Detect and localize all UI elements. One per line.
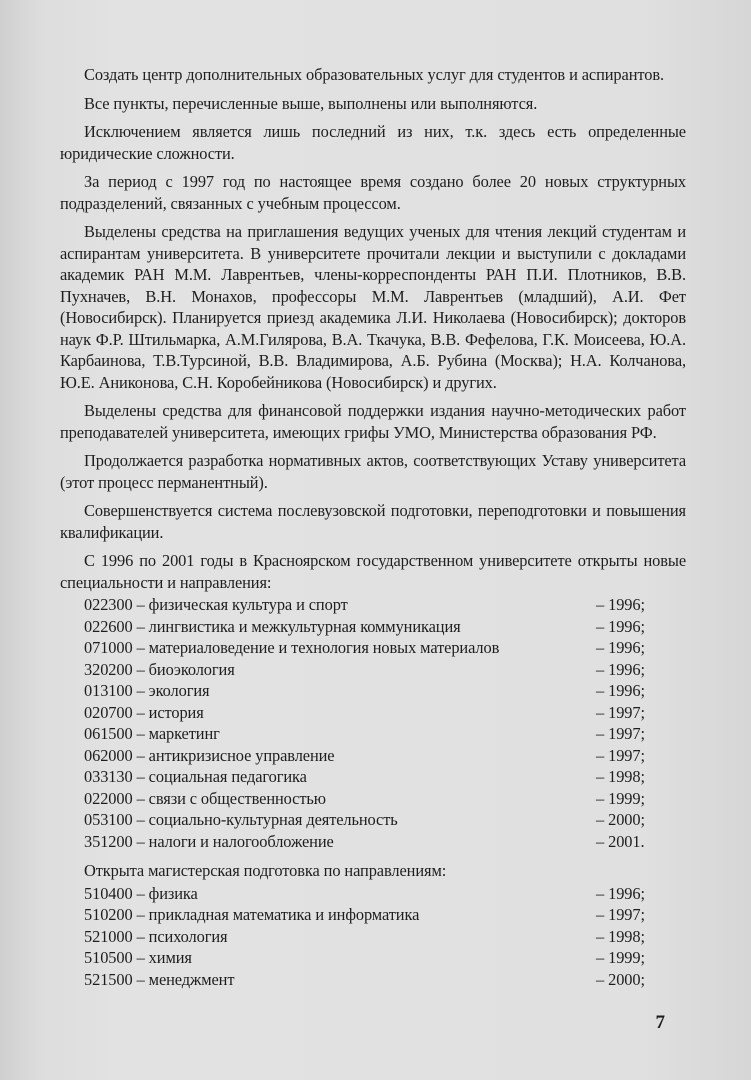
item-name: менеджмент (148, 969, 235, 989)
item-dash: – (132, 616, 149, 636)
item-code: 061500 (84, 724, 133, 743)
item-name: физическая культура и спорт (148, 595, 348, 614)
item-dash: – (132, 767, 149, 786)
item-description (84, 788, 596, 810)
paragraph-new-units: За период с 1997 год по настоящее время создано более 20 новых структурных подразделений, связанных с учебным процессом. (60, 172, 686, 213)
item-description (84, 766, 596, 788)
item-name: антикризисное управление (148, 745, 335, 765)
list-item (60, 702, 686, 724)
item-year: – 1999; (596, 788, 645, 808)
item-name: психология (148, 926, 228, 946)
list-item (60, 969, 686, 991)
paragraph-postgraduate: Совершенствуется система послевузовской подготовки, переподготовки и повышения квалификации. (60, 501, 686, 542)
item-name: история (148, 702, 204, 722)
page-number: 7 (655, 1012, 665, 1033)
item-description (84, 637, 596, 659)
item-description (84, 883, 596, 905)
item-dash: – (132, 831, 149, 851)
paragraph-invited-lecturers: Выделены средства на приглашения ведущих ученых для чтения лекций студентам и аспирантам университета. В университете прочитали лекции и выступили с докладами академик РАН М.М. Лаврентьев, члены-корреспонденты РАН П.И. Плотников, В.В. Пухначев, В.Н. Монахов, профессоры М.М. Лаврентьев (младший), А.И. Фет (Новосибирск). Планируется приезд академика Л.И. Николаева (Новосибирск); докторов наук Ф.Р. Штильмарка, А.М.Гилярова, В.А. Ткачука, В.В. Фефелова, Г.К. Моисеева, Ю.А. Карбаинова, Т.В.Турсиной, В.В. Владимирова, А.Б. Рубина (Москва); Н.А. Колчанова, Ю.Е. Аниконова, С.Н. Коробейникова (Новосибирск) и других. (60, 222, 686, 392)
item-description (84, 969, 596, 991)
item-dash: – (132, 969, 149, 989)
item-code: 521500 (84, 969, 133, 989)
item-description (84, 723, 596, 745)
item-year: – 1996; (596, 659, 645, 679)
item-name: биоэкология (148, 659, 235, 679)
item-description (84, 594, 596, 616)
list-item (60, 745, 686, 767)
list-item (60, 659, 686, 681)
item-year: – 1997; (596, 724, 645, 743)
item-dash: – (132, 638, 149, 657)
item-year: – 1996; (596, 883, 645, 903)
item-description (84, 745, 596, 767)
item-code: 510500 (84, 948, 133, 967)
list-item (60, 594, 686, 616)
item-code: 022300 (84, 595, 133, 614)
item-code: 351200 (84, 831, 133, 851)
item-year: – 1996; (596, 638, 645, 657)
item-dash: – (132, 810, 149, 829)
item-dash: – (132, 724, 149, 743)
item-name: налоги и налогообложение (148, 831, 334, 851)
item-code: 510200 (84, 905, 133, 924)
item-year: – 1997; (596, 745, 645, 765)
item-dash: – (132, 659, 149, 679)
item-name: химия (148, 948, 192, 967)
item-dash: – (132, 702, 149, 722)
list-item (60, 680, 686, 702)
item-description (84, 809, 596, 831)
item-description (84, 831, 596, 853)
masters-list (60, 883, 686, 991)
item-dash: – (132, 745, 149, 765)
paragraph-publishing-support: Выделены средства для финансовой поддержки издания научно-методических работ преподавателей университета, имеющих грифы УМО, Министерства образования РФ. (60, 401, 686, 442)
item-year: – 2000; (596, 810, 645, 829)
item-description (84, 659, 596, 681)
item-code: 521000 (84, 926, 133, 946)
item-code: 071000 (84, 638, 133, 657)
item-description (84, 904, 596, 926)
list-item (60, 904, 686, 926)
item-code: 013100 (84, 681, 133, 700)
paragraph-new-specialties-intro: С 1996 по 2001 годы в Красноярском государственном университете открыты новые специальности и направления: (60, 551, 686, 592)
item-year: – 1996; (596, 595, 645, 614)
item-dash: – (132, 905, 149, 924)
list-item (60, 947, 686, 969)
item-year: – 1998; (596, 767, 645, 786)
item-year: – 1997; (596, 702, 645, 722)
paragraph-items-done: Все пункты, перечисленные выше, выполнены или выполняются. (84, 93, 538, 113)
paragraph-regulations: Продолжается разработка нормативных актов, соответствующих Уставу университета (этот процесс перманентный). (60, 451, 686, 492)
item-year: – 2001. (596, 831, 645, 851)
item-code: 062000 (84, 745, 133, 765)
item-code: 020700 (84, 702, 133, 722)
item-description (84, 680, 596, 702)
item-year: – 1996; (596, 681, 645, 700)
list-item (60, 926, 686, 948)
masters-intro: Открыта магистерская подготовка по направлениям: (84, 861, 447, 880)
item-code: 022000 (84, 788, 133, 808)
paragraph-services-center: Создать центр дополнительных образовательных услуг для студентов и аспирантов. (84, 65, 664, 84)
item-code: 033130 (84, 767, 133, 786)
item-name: социальная педагогика (148, 767, 307, 786)
item-dash: – (132, 595, 149, 614)
specialties-list (60, 594, 686, 852)
item-name: физика (148, 883, 198, 903)
item-dash: – (132, 926, 149, 946)
item-year: – 1997; (596, 905, 645, 924)
item-year: – 1996; (596, 616, 645, 636)
item-name: лингвистика и межкультурная коммуникация (148, 616, 461, 636)
item-name: маркетинг (148, 724, 220, 743)
list-item (60, 809, 686, 831)
item-code: 510400 (84, 883, 133, 903)
list-item (60, 831, 686, 853)
item-dash: – (132, 883, 149, 903)
item-name: материаловедение и технология новых материалов (148, 638, 500, 657)
item-code: 053100 (84, 810, 133, 829)
list-item (60, 883, 686, 905)
item-dash: – (132, 788, 149, 808)
item-description (84, 947, 596, 969)
item-code: 022600 (84, 616, 133, 636)
item-dash: – (132, 681, 149, 700)
item-year: – 1998; (596, 926, 645, 946)
list-item (60, 616, 686, 638)
item-year: – 2000; (596, 969, 645, 989)
list-item (60, 788, 686, 810)
item-description (84, 926, 596, 948)
paragraph-exception: Исключением является лишь последний из них, т.к. здесь есть определенные юридические сложности. (60, 122, 686, 163)
page-text (60, 64, 686, 998)
list-item (60, 766, 686, 788)
item-name: связи с общественностью (148, 788, 326, 808)
list-item (60, 637, 686, 659)
item-description (84, 702, 596, 724)
item-name: прикладная математика и информатика (148, 905, 420, 924)
item-code: 320200 (84, 659, 133, 679)
item-description (84, 616, 596, 638)
item-name: экология (148, 681, 210, 700)
item-year: – 1999; (596, 948, 645, 967)
item-dash: – (132, 948, 149, 967)
list-item (60, 723, 686, 745)
item-name: социально-культурная деятельность (148, 810, 398, 829)
